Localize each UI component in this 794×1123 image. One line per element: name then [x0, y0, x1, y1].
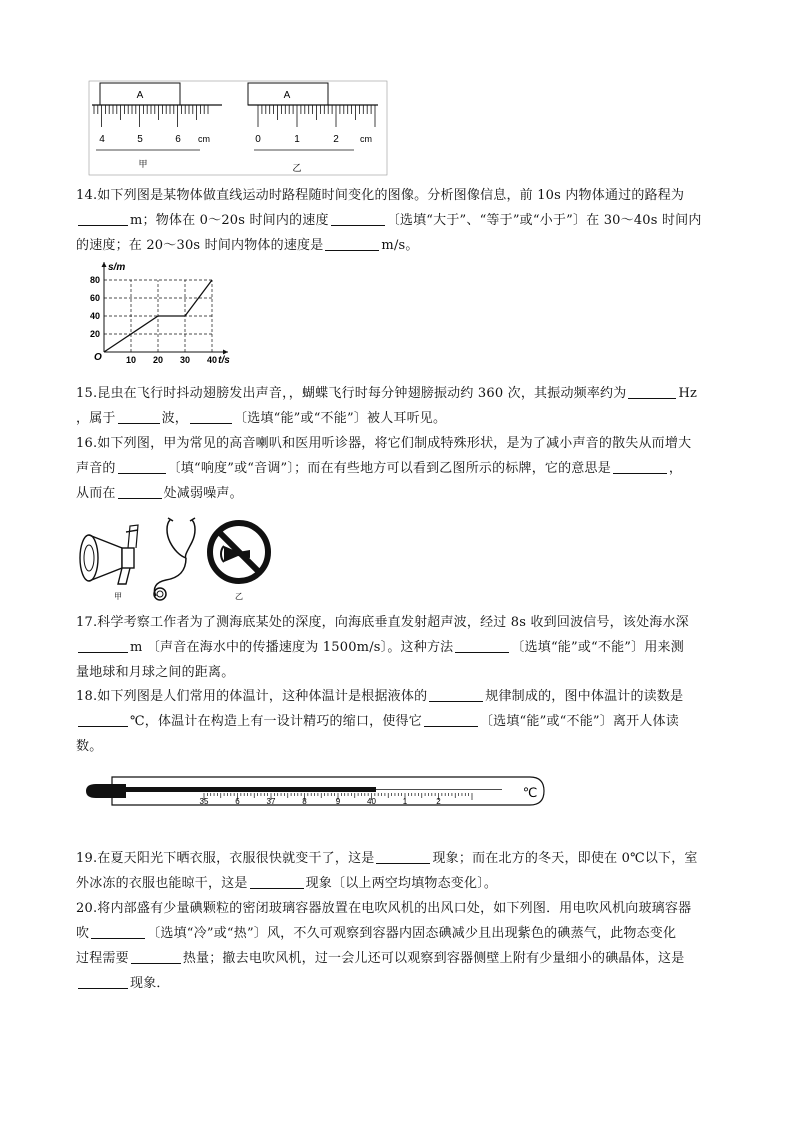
ruler-figure: [88, 80, 388, 176]
question-18: [76, 684, 722, 759]
chart-y-tick-label: 60: [89, 293, 100, 303]
q16-l3a: 从而在: [76, 486, 116, 501]
q17-line3: 量地球和月球之间的距离。: [76, 665, 235, 680]
q14-line2: [76, 208, 722, 233]
q20-l3a: 过程需要: [76, 951, 129, 966]
chart-x-arrow: [223, 350, 228, 355]
q19-line2: [76, 871, 722, 896]
q16-line2: [76, 456, 722, 481]
q15-l2b: 波，: [161, 411, 189, 426]
question-16: [76, 431, 722, 506]
q20-blank-3[interactable]: [78, 974, 128, 989]
stethoscope-icon: [154, 518, 195, 600]
thermometer-mercury-column: [126, 787, 376, 792]
question-14: [76, 183, 722, 258]
q20-line2: [76, 921, 722, 946]
q19-blank-1[interactable]: [376, 849, 430, 864]
thermometer-scale-label: 37: [266, 797, 276, 806]
thermometer-scale-label: 1: [402, 797, 408, 806]
q16-line3: [76, 481, 722, 506]
q20-line3: [76, 946, 722, 971]
q19-l1b: 现象；而在北方的冬天，即使在 0℃以下，室: [432, 851, 698, 866]
q18-l2a: ℃，体温计在构造上有一设计精巧的缩口，使得它: [130, 714, 422, 729]
q18-line1: [76, 684, 722, 709]
ruler-yi-caption: 乙: [292, 163, 302, 173]
chart-tick-labels: [90, 262, 230, 366]
question-19: [76, 846, 722, 896]
figure-16-caption-yi: 乙: [235, 592, 243, 601]
q20-l4: 现象．: [130, 976, 170, 991]
ruler-yi-tick-2: 2: [333, 134, 339, 145]
q14-l2b: 〔选填“大于”、“等于”或“小于”〕在 30～40s 时间内: [386, 213, 702, 228]
thermometer-scale-label: 35: [199, 797, 209, 806]
chart-y-arrow: [102, 262, 107, 267]
q19-l2b: 现象〔以上两空均填物态变化〕。: [305, 876, 498, 891]
q14-l3b: m/s。: [381, 238, 419, 253]
q16-l3b: 处减弱噪声。: [163, 486, 243, 501]
q15-l1a: 15.昆虫在飞行时抖动翅膀发出声音，，蝴蝶飞行时每分钟翅膀振动约 360 次，其振动频率约为: [76, 386, 627, 401]
ruler-jia-tick-5: 5: [137, 134, 143, 145]
q18-l1b: 规律制成的，图中体温计的读数是: [485, 689, 684, 704]
q18-l2b: 〔选填“能”或“不能”〕离开人体读: [479, 714, 679, 729]
q15-blank-3[interactable]: [190, 409, 232, 424]
ruler-jia-caption: 甲: [138, 159, 148, 169]
chart-x-tick-label: 40: [206, 355, 218, 365]
q18-line3: 数。: [76, 739, 103, 754]
q14-line3: [76, 233, 722, 258]
q14-blank-3[interactable]: [325, 236, 379, 251]
q14-line1: 14.如下列图是某物体做直线运动时路程随时间变化的图像。分析图像信息，前 10s 内物体通过的路程为: [76, 188, 685, 203]
sound-figure: [74, 512, 274, 604]
chart-x-tick-label: 10: [125, 355, 137, 365]
q16-blank-2[interactable]: [613, 459, 667, 474]
question-15: [76, 381, 722, 431]
megaphone-icon: [80, 525, 138, 584]
block-a-jia-label: A: [136, 90, 144, 101]
ruler-jia-tick-6: 6: [175, 134, 181, 145]
q17-blank-2[interactable]: [455, 638, 509, 653]
q16-blank-1[interactable]: [118, 459, 166, 474]
ruler-yi: [248, 83, 378, 173]
q19-l1a: 19.在夏天阳光下晒衣服，衣服很快就变干了，这是: [76, 851, 375, 866]
chart-x-tick-label: 30: [179, 355, 191, 365]
q14-blank-2[interactable]: [331, 211, 385, 226]
thermometer-scale-label: 9: [335, 797, 341, 806]
q14-l2a: m；物体在 0～20s 时间内的速度: [130, 213, 329, 228]
ruler-jia-tick-4: 4: [99, 134, 105, 145]
thermometer-scale-label: 40: [367, 797, 376, 806]
thermometer-scale-label: 2: [436, 797, 441, 806]
ruler-jia: [92, 83, 222, 169]
q18-blank-3[interactable]: [424, 712, 478, 727]
question-20: [76, 896, 722, 996]
no-horn-sign-icon: [210, 523, 268, 581]
chart-origin-label: O: [94, 352, 102, 363]
q15-line2: [76, 406, 722, 431]
q19-line1: [76, 846, 722, 871]
thermometer-figure: [82, 774, 548, 808]
q17-blank-1[interactable]: [78, 638, 128, 653]
q20-line1: 20.将内部盛有少量碘颗粒的密闭玻璃容器放置在电吹风机的出风口处，如下列图．用电吹风机向玻璃容器: [76, 901, 692, 916]
distance-time-chart: [84, 258, 234, 370]
figure-16-caption-jia: 甲: [114, 592, 122, 601]
q17-line1: 17.科学考察工作者为了测海底某处的深度，向海底垂直发射超声波，经过 8s 收到回波信号，该处海水深: [76, 615, 689, 630]
thermometer-scale-label: 8: [302, 797, 307, 806]
q15-blank-2[interactable]: [118, 409, 160, 424]
q14-blank-1[interactable]: [78, 211, 128, 226]
ruler-yi-tick-0: 0: [255, 134, 261, 145]
q15-line1: [76, 381, 722, 406]
q15-l1b: Hz: [678, 386, 698, 401]
q18-blank-1[interactable]: [429, 687, 483, 702]
block-a-yi-label: A: [283, 90, 291, 101]
chart-y-tick-label: 80: [89, 275, 100, 285]
q15-l2c: 〔选填“能”或“不能”〕被人耳听见。: [234, 411, 447, 426]
q20-l2b: 〔选填“冷”或“热”〕风，不久可观察到容器内固态碘减少且出现紫色的碘蒸气，此物态变化: [147, 926, 677, 941]
q18-blank-2[interactable]: [78, 712, 128, 727]
q16-l2a: 声音的: [76, 461, 116, 476]
chart-y-tick-label: 40: [89, 311, 100, 321]
thermometer-unit: ℃: [522, 785, 538, 800]
thermometer-scale-label: 6: [235, 797, 240, 806]
q14-l3a: 的速度；在 20～30s 时间内物体的速度是: [76, 238, 324, 253]
q20-blank-1[interactable]: [91, 924, 145, 939]
q20-blank-2[interactable]: [131, 949, 181, 964]
chart-x-label: t/s: [218, 355, 230, 366]
q19-l2a: 外冰冻的衣服也能晾干，这是: [76, 876, 248, 891]
q16-l2b: 〔填“响度”或“音调”〕；而在有些地方可以看到乙图所示的标牌，它的意思是: [167, 461, 611, 476]
q18-line2: [76, 709, 722, 734]
chart-y-tick-label: 20: [89, 329, 100, 339]
q20-l3b: 热量；撤去电吹风机，过一会儿还可以观察到容器侧壁上附有少量细小的碘晶体，这是: [182, 951, 685, 966]
question-17: [76, 610, 722, 685]
ruler-yi-tick-1: 1: [294, 134, 300, 145]
chart-x-tick-label: 20: [152, 355, 164, 365]
q19-blank-2[interactable]: [250, 874, 304, 889]
q16-blank-3[interactable]: [118, 484, 162, 499]
q17-l2b: 〔选填“能”或“不能”〕用来测: [511, 640, 684, 655]
chart-y-label: s/m: [108, 262, 126, 273]
thermometer-bulb: [86, 784, 126, 798]
q16-line1: 16.如下列图，甲为常见的高音喇叭和医用听诊器，将它们制成特殊形状，是为了减小声音的散失从而增大: [76, 436, 692, 451]
q18-l1a: 18.如下列图是人们常用的体温计，这种体温计是根据液体的: [76, 689, 428, 704]
q20-line4: [76, 971, 722, 996]
ruler-yi-unit: cm: [360, 134, 372, 144]
q20-l2a: 吹: [76, 926, 90, 941]
q16-l2c: ，: [668, 461, 683, 476]
q17-line2: [76, 635, 722, 660]
q17-l2a: m 〔声音在海水中的传播速度为 1500m/s〕。这种方法: [130, 640, 454, 655]
ruler-jia-unit: cm: [198, 134, 210, 144]
q15-l2a: ，属于: [76, 411, 116, 426]
q15-blank-1[interactable]: [628, 384, 676, 399]
